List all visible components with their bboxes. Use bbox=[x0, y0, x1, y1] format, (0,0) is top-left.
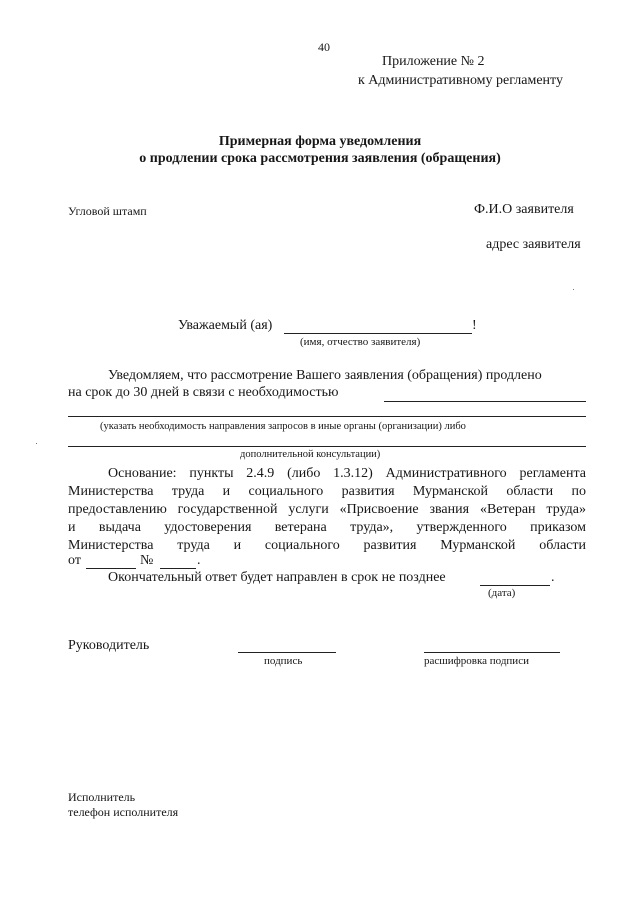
salutation-suffix: ! bbox=[472, 318, 477, 333]
notice-line2: на срок до 30 дней в связи с необходимостью bbox=[68, 385, 339, 400]
notice-line1: Уведомляем, что рассмотрение Вашего заявления (обращения) продлено bbox=[108, 368, 542, 383]
appendix-regulation: к Административному регламенту bbox=[358, 73, 563, 88]
basis-number-sign: № bbox=[140, 553, 154, 568]
page-number: 40 bbox=[318, 40, 330, 54]
corner-stamp-label: Угловой штамп bbox=[68, 204, 147, 218]
head-role-label: Руководитель bbox=[68, 638, 150, 653]
salutation-hint: (имя, отчество заявителя) bbox=[300, 336, 421, 348]
notice-blank-line2 bbox=[68, 416, 586, 417]
form-title-line1: Примерная форма уведомления bbox=[218, 134, 422, 149]
signature-hint: подпись bbox=[264, 655, 303, 667]
basis-date-blank bbox=[86, 568, 136, 569]
applicant-name-label: Ф.И.О заявителя bbox=[474, 202, 574, 217]
notice-hint1: (указать необходимость направления запросов в иные органы (организации) либо bbox=[100, 421, 466, 432]
executor-phone-label: телефон исполнителя bbox=[68, 805, 179, 819]
basis-line3: предоставлению государственной услуги «Присвоение звания «Ветеран труда» bbox=[68, 502, 586, 517]
notice-blank-line1 bbox=[384, 401, 586, 402]
signature-blank bbox=[238, 652, 336, 653]
notice-hint2: дополнительной консультации) bbox=[240, 449, 381, 460]
notice-blank-line3 bbox=[68, 446, 586, 447]
basis-number-blank bbox=[160, 568, 196, 569]
final-answer-date-hint: (дата) bbox=[488, 587, 516, 599]
basis-line1: Основание: пункты 2.4.9 (либо 1.3.12) Административного регламента bbox=[108, 466, 586, 481]
executor-label: Исполнитель bbox=[68, 790, 136, 804]
form-title-line2: о продлении срока рассмотрения заявления (обращения) bbox=[139, 151, 501, 166]
basis-end: . bbox=[197, 553, 201, 568]
basis-line4: и выдача удостоверения ветерана труда», утвержденного приказом bbox=[68, 520, 586, 535]
signature-decode-blank bbox=[424, 652, 560, 653]
basis-line2: Министерства труда и социального развития Мурманской области по bbox=[68, 484, 586, 499]
salutation-blank-line bbox=[284, 333, 472, 334]
applicant-address-label: адрес заявителя bbox=[486, 237, 581, 252]
final-answer-end: . bbox=[551, 570, 555, 585]
basis-line5: Министерства труда и социального развития Мурманской области bbox=[68, 538, 586, 553]
salutation-prefix: Уважаемый (ая) bbox=[178, 318, 273, 333]
scan-speck bbox=[36, 443, 37, 444]
final-answer-date-blank bbox=[480, 585, 550, 586]
basis-date-prefix: от bbox=[68, 553, 81, 568]
scan-speck bbox=[573, 289, 574, 290]
final-answer-text: Окончательный ответ будет направлен в срок не позднее bbox=[108, 570, 446, 585]
appendix-number: Приложение № 2 bbox=[382, 54, 485, 69]
signature-decode-hint: расшифровка подписи bbox=[424, 655, 529, 667]
